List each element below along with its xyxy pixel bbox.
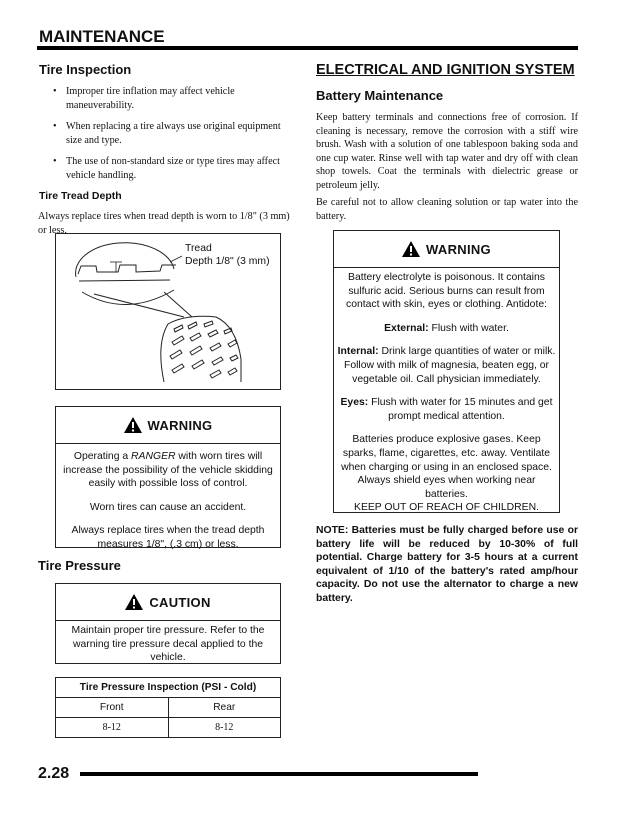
tire-inspection-heading: Tire Inspection: [39, 62, 132, 77]
list-item: • When replacing a tire always use original equipment size and type.: [53, 121, 281, 146]
battery-note: NOTE: Batteries must be fully charged before use or battery life will be reduced by 10-30% of full potential. Charge battery for 3-5 hours at a current equivalent of 1/10 of the battery's rated amp/hour capacity. Do not use the alternator to charge a new battery.: [316, 525, 578, 604]
battery-warning-box: [333, 230, 560, 513]
footer-rule: [80, 772, 478, 776]
header-rule: [37, 46, 578, 50]
page-header-title: MAINTENANCE: [39, 27, 165, 46]
warning-label: WARNING: [147, 417, 213, 433]
warning-internal: Internal: Drink large quantities of water or milk. Follow with milk of magnesia, beaten egg, or vegetable oil. Call physician immediately.: [337, 346, 556, 385]
battery-paragraph-2: Be careful not to allow cleaning solution or tap water into the battery.: [316, 197, 578, 222]
tire-warning-box: [55, 406, 281, 548]
list-item: • The use of non-standard size or type tires may affect vehicle handling.: [53, 156, 280, 181]
list-item: • Improper tire inflation may affect vehicle maneuverability.: [53, 86, 235, 111]
tread-figure-label: Tread Depth 1/8" (3 mm): [185, 243, 270, 267]
table-row: [56, 718, 281, 738]
tread-depth-figure: [55, 233, 281, 390]
warning-text-2: Worn tires can cause an accident.: [89, 501, 247, 513]
battery-maintenance-heading: Battery Maintenance: [316, 88, 444, 103]
table-cell-front: 8-12: [56, 718, 169, 738]
table-title: Tire Pressure Inspection (PSI - Cold): [56, 678, 281, 698]
tread-depth-text: Always replace tires when tread depth is worn to 1/8" (3 mm) or less.: [38, 211, 290, 236]
warning-text-3: Always replace tires when the tread depth measures 1/8", (.3 cm) or less.: [71, 525, 265, 550]
warning-intro: Battery electrolyte is poisonous. It contains sulfuric acid. Serious burns can result from contact with skin, eyes or clothing. Antidote:: [346, 272, 547, 311]
caution-text: Maintain proper tire pressure. Refer to the warning tire pressure decal applied to the vehicle.: [71, 625, 265, 664]
warning-closing: Batteries produce explosive gases. Keep sparks, flame, cigarettes, etc. away. Ventilate when charging or using in an enclosed space. Always shield eyes when working near batteries.: [341, 434, 552, 500]
electrical-section-heading: ELECTRICAL AND IGNITION SYSTEM: [316, 62, 575, 78]
tread-depth-heading: Tire Tread Depth: [39, 190, 122, 202]
warning-closing-caps: KEEP OUT OF REACH OF CHILDREN.: [354, 502, 539, 514]
battery-paragraph-1: Keep battery terminals and connections free of corrosion. If cleaning is necessary, remove the corrosion with a stiff wire brush. Wash with a solution of one tablespoon baking soda and one cup water. Rinse well with tap water and dry off with clean shop towels. Coat the terminals with dielectric grease or petroleum jelly.: [316, 112, 578, 191]
warning-icon: [124, 417, 142, 433]
table-header-front: Front: [56, 698, 169, 718]
caution-label: CAUTION: [149, 594, 211, 610]
warning-label: WARNING: [426, 241, 491, 257]
tire-inspection-list: [53, 85, 293, 191]
tire-pressure-table: [55, 677, 281, 738]
warning-icon: [402, 241, 420, 257]
table-cell-rear: 8-12: [168, 718, 281, 738]
table-header-rear: Rear: [168, 698, 281, 718]
warning-external: External: Flush with water.: [384, 322, 509, 334]
tire-pressure-heading: Tire Pressure: [38, 558, 121, 573]
table-row: [56, 698, 281, 718]
tire-pressure-caution-box: [55, 583, 281, 664]
page-number: 2.28: [38, 765, 70, 782]
caution-icon: [125, 594, 143, 610]
warning-text-1: Operating a RANGER with worn tires will increase the possibility of the vehicle skidding easily with possible loss of control.: [63, 451, 273, 490]
warning-eyes: Eyes: Flush with water for 15 minutes and get prompt medical attention.: [340, 397, 553, 422]
